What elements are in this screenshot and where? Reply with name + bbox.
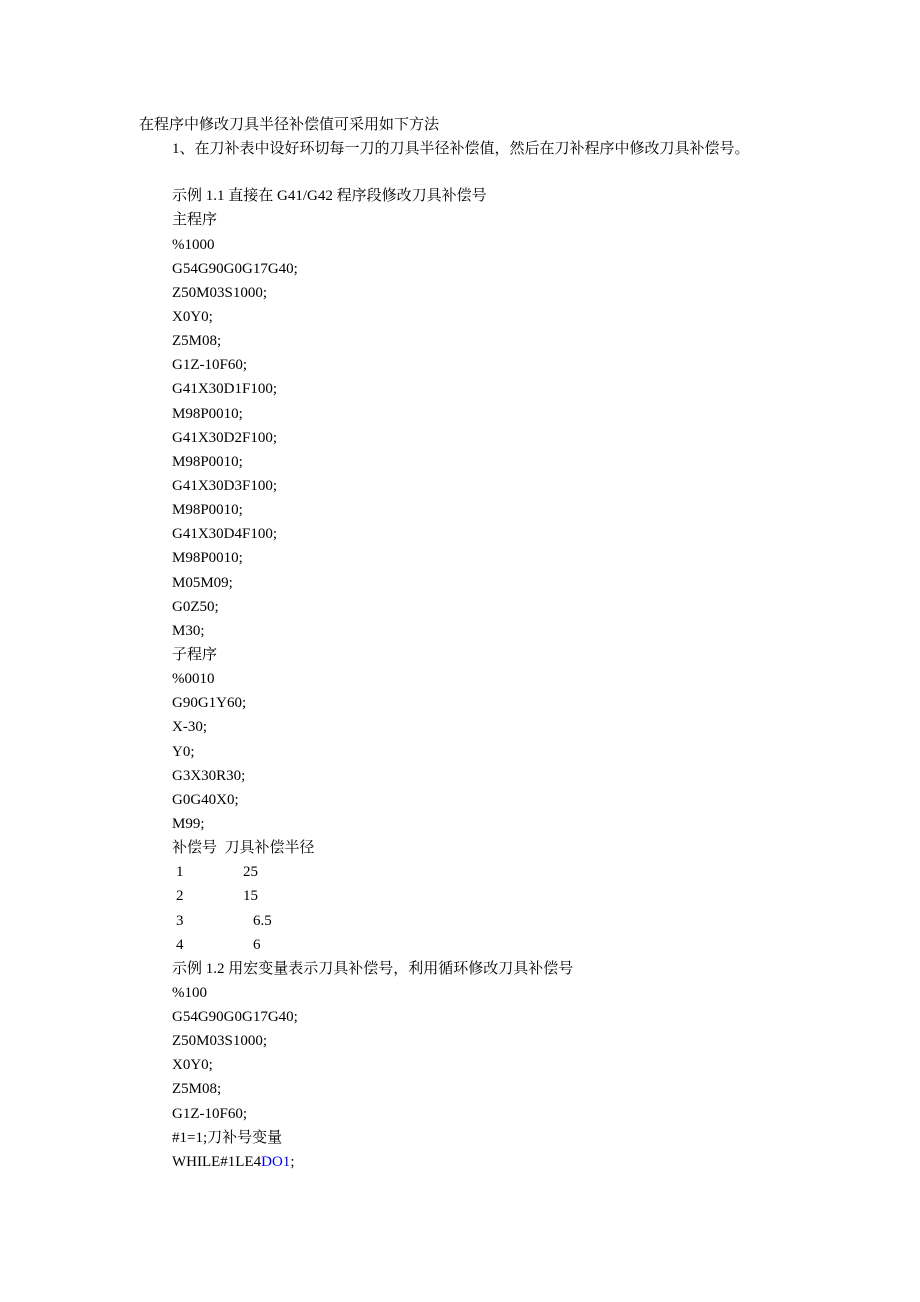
code-line: #1=1;刀补号变量 (172, 1129, 283, 1146)
example-2-code (0, 981, 920, 1150)
code-line: %1000 (172, 236, 215, 253)
code-line: M99; (172, 815, 205, 832)
intro-line: 在程序中修改刀具半径补偿值可采用如下方法 (139, 117, 440, 133)
code-line: M05M09; (172, 574, 233, 591)
code-line: M98P0010; (172, 550, 243, 567)
offset-radius: 15 (243, 888, 258, 905)
code-line: Z50M03S1000; (172, 1033, 268, 1050)
main-program-code (0, 233, 920, 643)
method-1-line: 1、在刀补表中设好环切每一刀的刀具半径补偿值，然后在刀补程序中修改刀具补偿号。 (172, 141, 750, 158)
example-2-title: 示例 1.2 用宏变量表示刀具补偿号，利用循环修改刀具补偿号 (172, 960, 574, 977)
code-line: G41X30D1F100; (172, 381, 278, 398)
main-program-label: 主程序 (172, 212, 218, 229)
offset-number: 4 (176, 936, 184, 953)
code-line: Y0; (172, 743, 195, 760)
code-line: G1Z-10F60; (172, 1105, 247, 1122)
example-1-title: 示例 1.1 直接在 G41/G42 程序段修改刀具补偿号 (172, 188, 487, 205)
offset-radius: 25 (243, 864, 258, 881)
code-line: G90G1Y60; (172, 695, 247, 712)
code-line: Z5M08; (172, 1081, 222, 1098)
code-line: G54G90G0G17G40; (172, 1009, 298, 1026)
offset-number: 3 (176, 912, 184, 929)
offset-radius: 6.5 (253, 912, 272, 929)
code-line: G1Z-10F60; (172, 357, 247, 374)
code-line: %100 (172, 984, 207, 1001)
document-body (0, 113, 920, 1174)
while-terminator: ; (290, 1153, 295, 1170)
code-line: M98P0010; (172, 502, 243, 519)
code-line: G54G90G0G17G40; (172, 260, 298, 277)
offset-number: 1 (176, 864, 184, 881)
code-line: G41X30D4F100; (172, 526, 278, 543)
code-line: X-30; (172, 719, 207, 736)
code-line: M98P0010; (172, 453, 243, 470)
code-line: X0Y0; (172, 1057, 213, 1074)
while-line (0, 1150, 920, 1174)
sub-program-label: 子程序 (172, 646, 218, 663)
code-line: G41X30D3F100; (172, 477, 278, 494)
offset-table (0, 860, 920, 957)
table-row (0, 933, 920, 957)
code-line: G41X30D2F100; (172, 429, 278, 446)
code-line: M98P0010; (172, 405, 243, 422)
offset-table-header: 补偿号 刀具补偿半径 (172, 840, 315, 857)
code-line: Z5M08; (172, 333, 222, 350)
table-row (0, 909, 920, 933)
code-line: X0Y0; (172, 308, 213, 325)
sub-program-code (0, 667, 920, 836)
code-line: Z50M03S1000; (172, 284, 268, 301)
code-line: %0010 (172, 671, 215, 688)
blank-line (0, 161, 920, 184)
code-line: G3X30R30; (172, 767, 246, 784)
offset-radius: 6 (253, 936, 261, 953)
while-condition: WHILE#1LE4 (172, 1153, 262, 1170)
offset-number: 2 (176, 888, 184, 905)
code-line: G0G40X0; (172, 791, 239, 808)
while-do-keyword: DO1 (261, 1153, 291, 1170)
table-row (0, 860, 920, 884)
code-line: G0Z50; (172, 598, 219, 615)
table-row (0, 884, 920, 908)
code-line: M30; (172, 622, 205, 639)
